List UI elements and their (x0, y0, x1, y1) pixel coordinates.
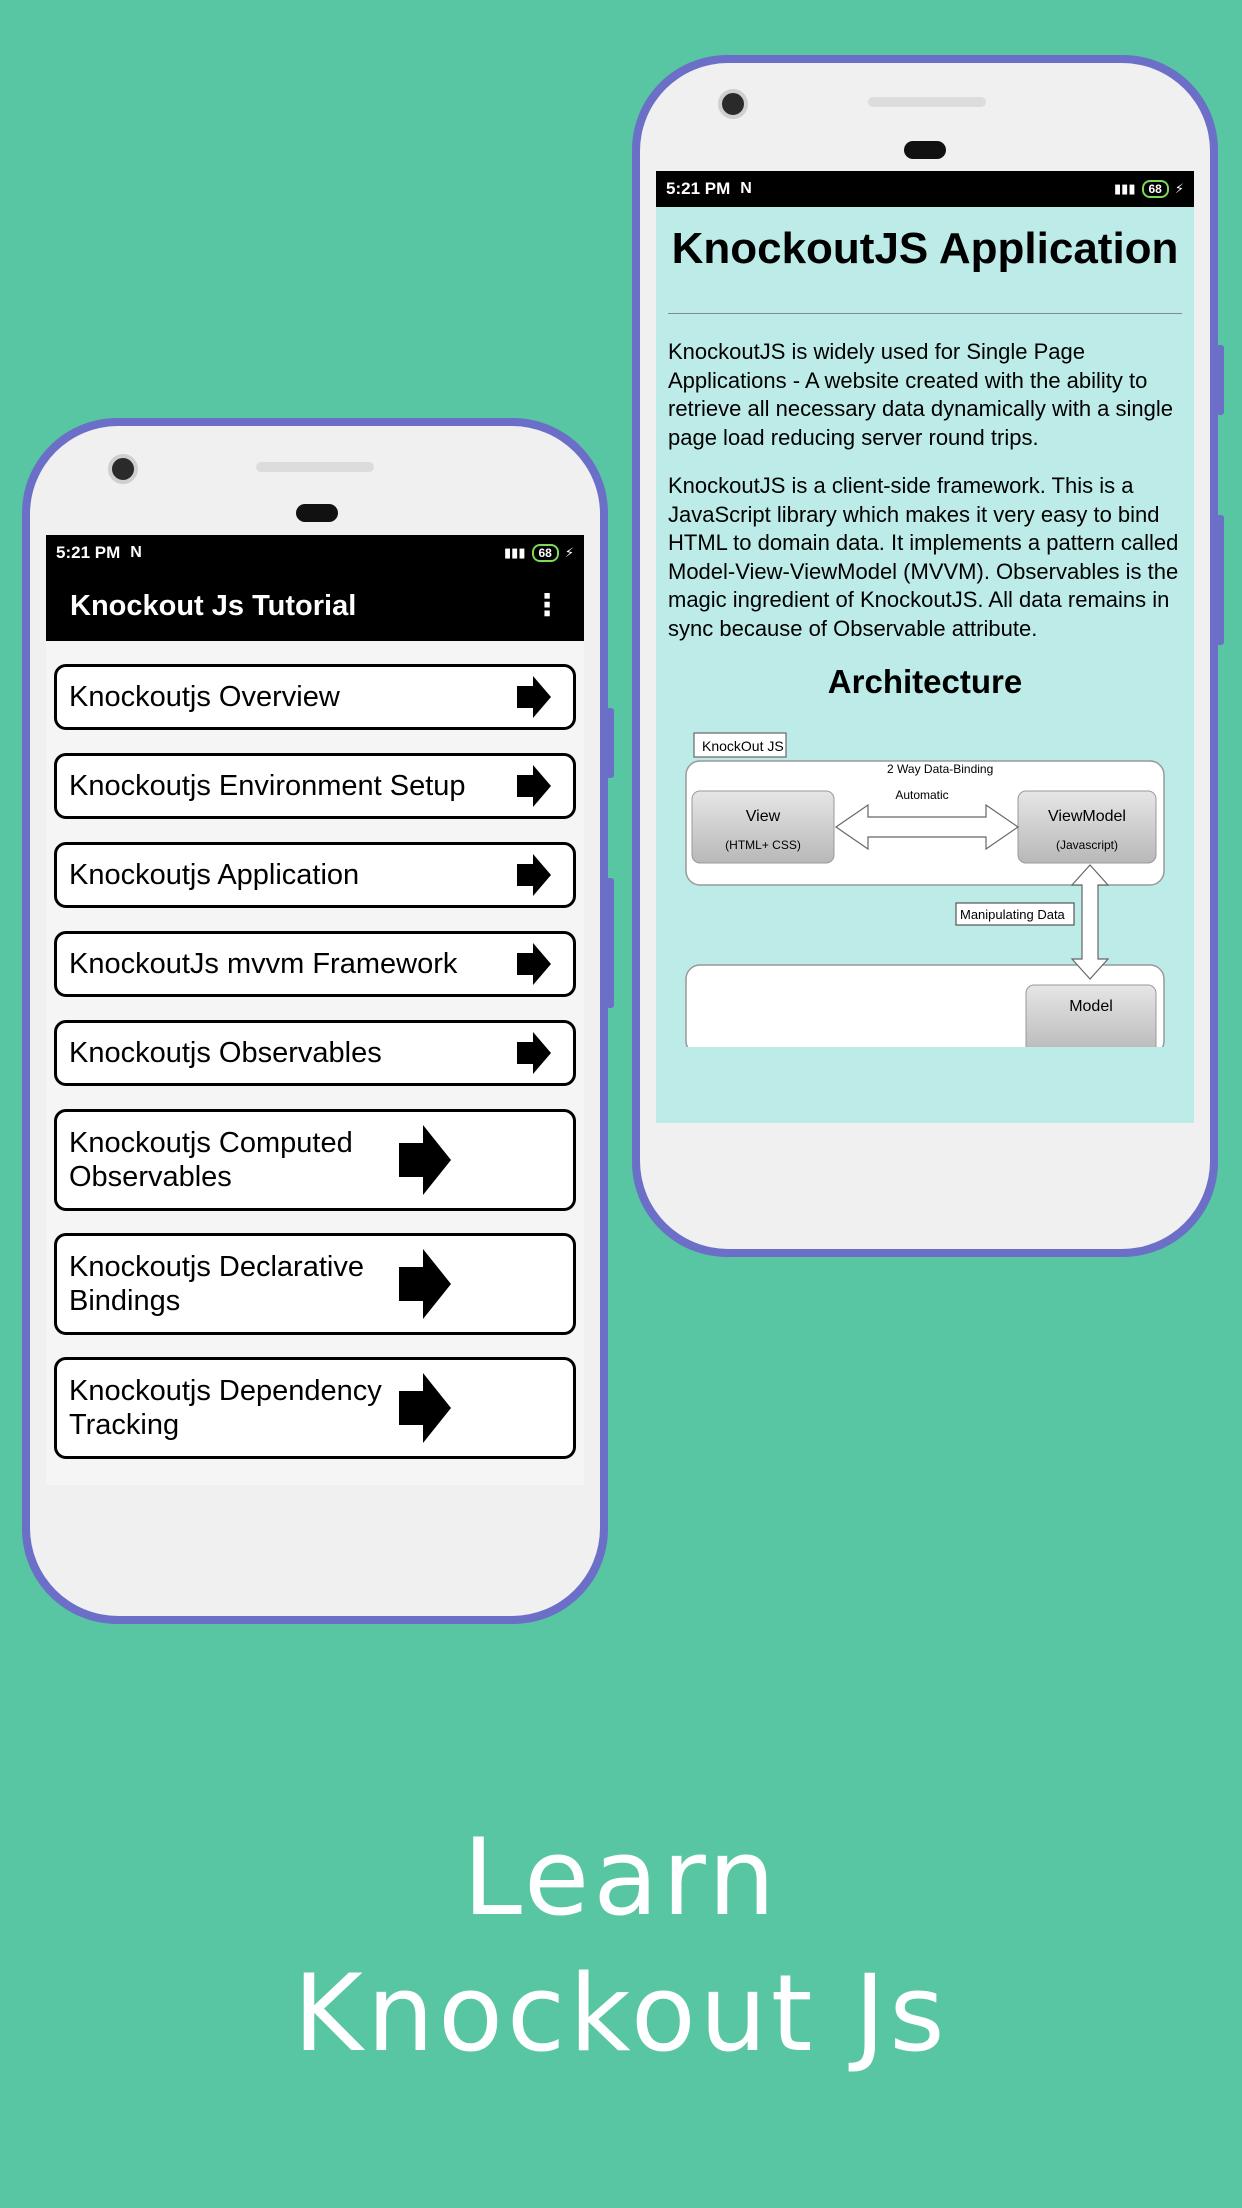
viewmodel-box (1018, 791, 1156, 863)
architecture-diagram-svg (668, 727, 1182, 1047)
more-vert-icon[interactable]: ⋮ (532, 589, 562, 622)
list-item-environment-setup[interactable] (54, 753, 576, 819)
status-icons (504, 544, 574, 562)
charging-icon: ⚡ (564, 545, 574, 560)
list-item-dependency-tracking[interactable] (54, 1357, 576, 1459)
status-bar (656, 171, 1194, 207)
list-item-label: Knockoutjs Overview (69, 681, 340, 713)
notification-icon: N (130, 544, 142, 561)
battery-icon: 68 (532, 544, 559, 562)
arrow-right-icon (517, 765, 551, 807)
front-camera (108, 454, 138, 484)
list-item-label: KnockoutJs mvvm Framework (69, 948, 458, 980)
view-box (692, 791, 834, 863)
automatic-label: Automatic (895, 788, 949, 802)
right-phone (632, 55, 1218, 1257)
battery-icon: 68 (1142, 180, 1169, 198)
sensor (296, 504, 338, 522)
arrow-right-icon (517, 676, 551, 718)
left-screen (46, 535, 584, 1485)
list-item-label: Knockoutjs Computed Observables (69, 1127, 353, 1193)
list-item-label: Knockoutjs Dependency Tracking (69, 1375, 382, 1441)
sensor (904, 141, 946, 159)
frame-label: KnockOut JS (702, 738, 784, 754)
app-bar (46, 571, 584, 641)
list-item-computed-observables[interactable] (54, 1109, 576, 1211)
list-item-declarative-bindings[interactable] (54, 1233, 576, 1335)
list-item-label: Knockoutjs Environment Setup (69, 770, 466, 802)
list-item-observables[interactable] (54, 1020, 576, 1086)
viewmodel-title: ViewModel (1048, 808, 1126, 825)
arrow-right-icon (399, 1249, 451, 1319)
list-item-label: Knockoutjs Observables (69, 1037, 382, 1069)
list-item-application[interactable] (54, 842, 576, 908)
arrow-right-icon (517, 854, 551, 896)
status-time: 5:21 PM (56, 543, 121, 562)
side-button (606, 708, 614, 778)
side-button (1216, 515, 1224, 645)
left-phone (22, 418, 608, 1624)
charging-icon: ⚡ (1174, 181, 1184, 196)
side-button (606, 878, 614, 1008)
signal-icon: ▮▮▮ (504, 545, 526, 560)
architecture-diagram (668, 727, 1182, 1047)
view-title: View (745, 808, 781, 825)
model-title: Model (1069, 998, 1113, 1015)
topic-list (46, 641, 584, 1485)
side-button (1216, 345, 1224, 415)
section-title: Architecture (827, 663, 1023, 700)
viewmodel-sub: (Javascript) (1055, 838, 1119, 852)
app-title: Knockout Js Tutorial (70, 589, 357, 622)
notification-icon: N (740, 180, 752, 197)
manipulating-label: Manipulating Data (960, 907, 1065, 922)
arrow-right-icon (399, 1125, 451, 1195)
status-time: 5:21 PM (666, 179, 731, 198)
status-icons (1114, 180, 1184, 198)
right-screen (656, 171, 1194, 1123)
list-item-overview[interactable] (54, 664, 576, 730)
speaker (256, 462, 374, 472)
paragraph: KnockoutJS is widely used for Single Page Applications - A website created with the ability to retrieve all necessary data dynamically with a single page load reducing server round trips. (668, 339, 1174, 450)
list-item-mvvm-framework[interactable] (54, 931, 576, 997)
manipulating-arrow (1072, 865, 1108, 979)
tagline-line-2: Knockout Js (293, 1952, 949, 2075)
model-box (1026, 985, 1156, 1047)
divider (668, 313, 1182, 314)
arrow-right-icon (399, 1373, 451, 1443)
paragraph: KnockoutJS is a client-side framework. This is a JavaScript library which makes it very easy to bind HTML to domain data. It implements a pattern called Model-View-ViewModel (MVVM). Observables is the magic ingredient of KnockoutJS. All data remains in sync because of Observable attribute. (668, 473, 1179, 641)
page-title: KnockoutJS Application (671, 224, 1179, 273)
arrow-right-icon (517, 1032, 551, 1074)
list-item-label: Knockoutjs Application (69, 859, 360, 891)
list-item-label: Knockoutjs Declarative Bindings (69, 1251, 364, 1317)
arrow-right-icon (517, 943, 551, 985)
tagline-line-1: Learn (462, 1816, 780, 1939)
view-sub: (HTML+ CSS) (725, 838, 801, 852)
binding-label: 2 Way Data-Binding (887, 762, 994, 776)
document-view[interactable] (656, 207, 1194, 1123)
status-bar (46, 535, 584, 571)
speaker (868, 97, 986, 107)
signal-icon: ▮▮▮ (1114, 181, 1136, 196)
front-camera (718, 89, 748, 119)
